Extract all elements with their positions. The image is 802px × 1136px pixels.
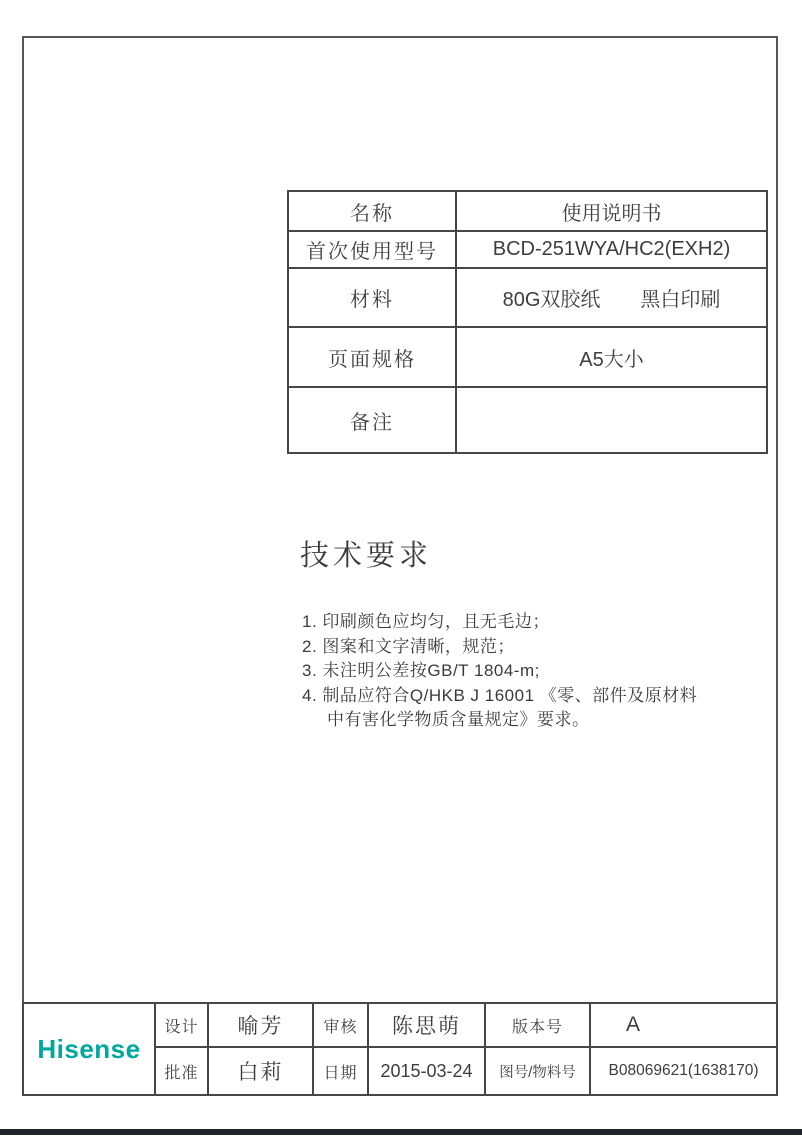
spec-label-name: 名称 [289, 192, 457, 230]
review-label: 审核 [312, 1004, 367, 1048]
title-block [22, 1002, 778, 1096]
spec-value-name: 使用说明书 [561, 202, 662, 225]
tech-item-4: 4. 制品应符合Q/HKB J 16001 《零、部件及原材料 [302, 685, 698, 705]
spec-value-model: BCD-251WYA/HC2(EXH2) [492, 238, 731, 260]
design-label: 设计 [154, 1004, 207, 1048]
spec-row-model [289, 232, 766, 269]
version-value: A [589, 1004, 776, 1048]
part-number-value: B08069621(1638170) [589, 1048, 776, 1094]
spec-value-material: 80G双胶纸 黑白印刷 [502, 289, 721, 311]
approve-value: 白莉 [207, 1048, 312, 1094]
review-value: 陈思萌 [367, 1004, 484, 1048]
spec-label-model: 首次使用型号 [289, 232, 457, 267]
version-label: 版本号 [484, 1004, 589, 1048]
spec-row-remarks [289, 388, 766, 452]
tech-requirements-list [302, 610, 697, 733]
spec-row-material [289, 269, 766, 328]
date-label: 日期 [312, 1048, 367, 1094]
spec-label-remarks: 备注 [289, 388, 457, 452]
tech-item-2: 2. 图案和文字清晰，规范； [302, 636, 515, 656]
tech-item-1: 1. 印刷颜色应均匀，且无毛边； [302, 612, 550, 631]
hisense-logo-text: Hisense [37, 1033, 141, 1064]
date-value: 2015-03-24 [367, 1048, 484, 1094]
tech-item-4-continued: 中有害化学物质含量规定》要求。 [327, 710, 590, 729]
tech-item-3: 3. 未注明公差按GB/T 1804-m; [302, 661, 540, 680]
spec-value-pagesize: A5大小 [579, 348, 644, 371]
spec-row-pagesize [289, 328, 766, 388]
spec-value-remarks [457, 388, 766, 452]
screenshot-bottom-edge [0, 1129, 802, 1135]
spec-row-name [289, 192, 766, 232]
tech-requirements-title: 技术要求 [300, 540, 433, 572]
spec-label-material: 材料 [289, 269, 457, 326]
spec-table [287, 190, 768, 454]
spec-label-pagesize: 页面规格 [289, 328, 457, 386]
part-number-label: 图号/物料号 [484, 1048, 589, 1094]
approve-label: 批准 [154, 1048, 207, 1094]
hisense-logo [24, 1004, 154, 1094]
design-value: 喻芳 [207, 1004, 312, 1048]
